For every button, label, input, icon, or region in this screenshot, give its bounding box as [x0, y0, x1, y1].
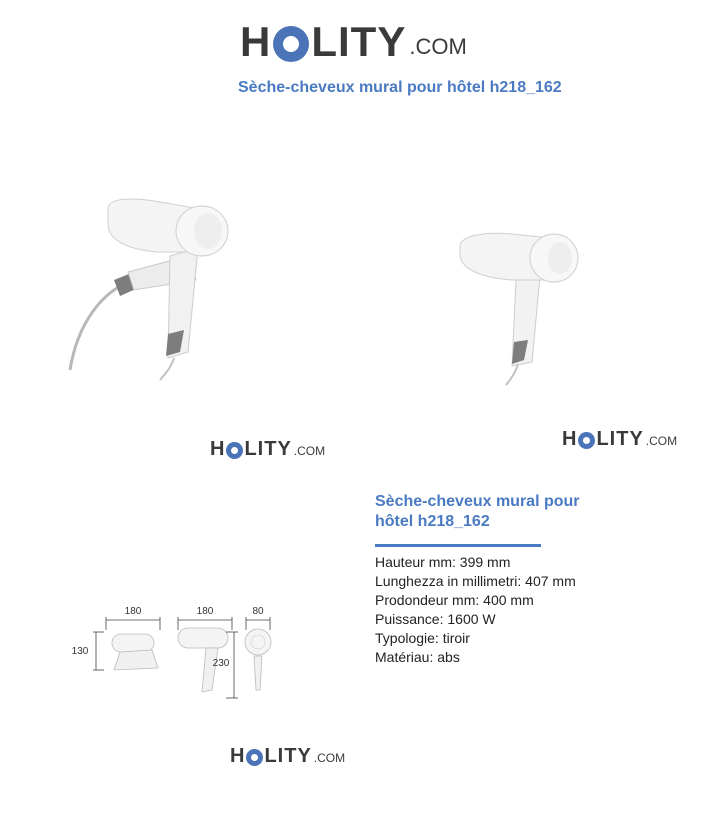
logo-text-lity: LITY: [264, 745, 312, 767]
logo-dotcom: .COM: [313, 751, 346, 765]
holity-logo[interactable]: [240, 18, 467, 66]
spec-type: Typologie: tiroir: [375, 630, 470, 646]
hair-dryer-illustration: [420, 130, 700, 470]
spec-height: Hauteur mm: 399 mm: [375, 554, 511, 570]
product-title-line-1: Sèche-cheveux mural pour: [375, 493, 580, 510]
holity-watermark-1: [210, 438, 325, 461]
logo-text-lity: LITY: [311, 18, 407, 65]
product-image-2[interactable]: [420, 130, 700, 470]
spec-length: Lunghezza in millimetri: 407 mm: [375, 573, 576, 589]
spec-depth: Prodondeur mm: 400 mm: [375, 592, 534, 608]
logo-text-lity: LITY: [244, 438, 292, 460]
logo-o-icon: [273, 26, 309, 62]
logo-text-h: H: [240, 18, 272, 65]
logo-dotcom: .COM: [409, 34, 467, 59]
logo-o-icon: [246, 749, 263, 766]
dim-back-width: 80: [252, 606, 264, 617]
logo-text-lity: LITY: [596, 428, 644, 450]
logo-dotcom: .COM: [293, 444, 326, 458]
product-info: [375, 492, 675, 667]
logo-text-h: H: [562, 428, 578, 450]
hair-dryer-illustration: [20, 120, 350, 470]
dim-side-width: 180: [124, 606, 142, 617]
product-title: [375, 492, 675, 532]
dim-front-width: 180: [196, 606, 214, 617]
spec-power: Puissance: 1600 W: [375, 611, 496, 627]
holity-watermark-3: [230, 745, 345, 768]
title-divider: [375, 544, 541, 547]
logo-o-icon: [578, 432, 595, 449]
logo-text-h: H: [210, 438, 226, 460]
spec-material: Matériau: abs: [375, 649, 460, 665]
logo-text-h: H: [230, 745, 246, 767]
page-title: Sèche-cheveux mural pour hôtel h218_162: [238, 79, 562, 96]
product-image-1[interactable]: [20, 120, 350, 470]
dim-side-height: 130: [71, 646, 89, 657]
product-title-line-2: hôtel h218_162: [375, 513, 490, 530]
logo-dotcom: .COM: [645, 434, 678, 448]
holity-watermark-2: [562, 428, 677, 451]
dimension-drawing[interactable]: [20, 590, 320, 720]
dim-front-height: 230: [212, 658, 230, 669]
logo-o-icon: [226, 442, 243, 459]
dimension-diagram: [20, 590, 320, 720]
